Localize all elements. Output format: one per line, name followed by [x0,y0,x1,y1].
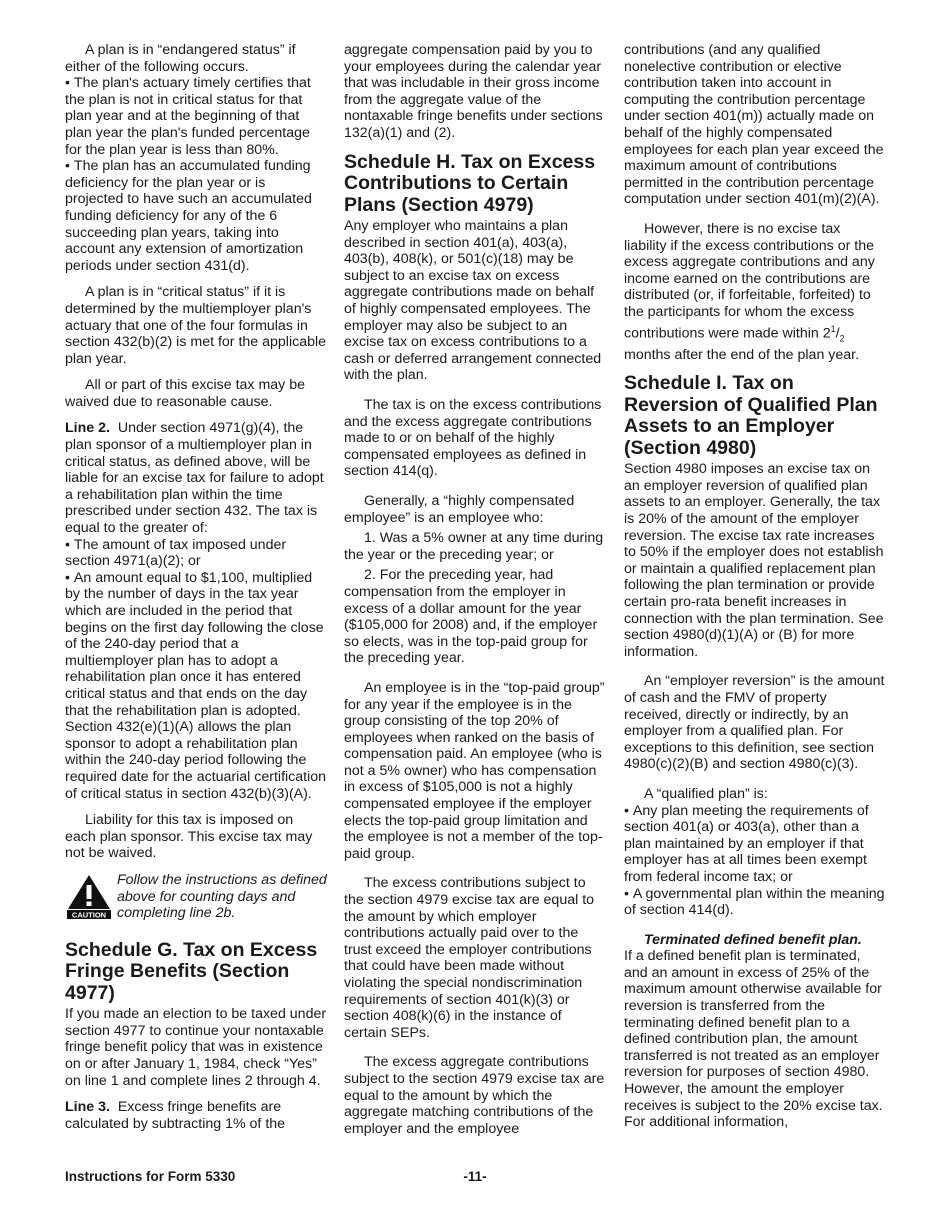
numbered-item: 2. For the preceding year, had compensation from the employer in excess of a dollar amount for the year ($105,000 for 2008) and, if the employer so elects, was in the top-paid group for the preceding year. [344,567,598,667]
column-1 [65,42,327,1142]
paragraph: A “qualified plan” is: [644,785,768,802]
footer-form-title: Instructions for Form 5330 [65,1169,236,1184]
bullet-item: • The amount of tax imposed under section 4971(a)(2); or [65,537,327,570]
line-2-text: Under section 4971(g)(4), the plan sponsor of a multiemployer plan in critical status, as defined above, will be liable for an excise tax for failure to adopt a rehabilitation plan within the time prescribed under section 432. The tax is equal to the greater of: [65,420,324,537]
bullet-item: • The plan has an accumulated funding deficiency for the plan year or is projected to have such an accumulated funding deficiency for any of the 6 succeeding plan years, taking into account any extension of amortization periods under section 431(d). [65,158,327,274]
paragraph: If a defined benefit plan is terminated, and an amount in excess of 25% of the maximum amount otherwise available for reversion is transferred from the terminating defined benefit plan to a defined contribution plan, the amount transferred is not treated as an employer reversion for purposes of section 4980. However, the amount the employer receives is subject to the 20% excise tax. For additional information, [624,948,883,1131]
paragraph: Generally, a “highly compensated employee” is an employee who: [344,492,575,526]
paragraph: All or part of this excise tax may be waived due to reasonable cause. [65,377,305,410]
paragraph: However, there is no excise tax liability if the excess contributions or the excess aggregate contributions and any income earned on the contributions are distributed (or, if forfeitable, forfeited) to the participants for whom the excess contributions were made within $2^1/_2$ months after the end of the plan year. [624,220,875,363]
caution-text: Follow the instructions as defined above for counting days and completing line 2b. [117,871,327,922]
footer-page-number: -11- [463,1169,487,1184]
paragraph-text: months after the end of the plan year. [624,346,860,363]
paragraph-text: However, there is no excise tax liability if the excess contributions or the excess aggregate contributions and any income earned on the contributions are distributed (or, if forfeitable, forfeited) to the participants for whom the excess contributions were made within 2 [624,220,875,342]
line-3-label: Line 3. [65,1099,110,1116]
numbered-item: 1. Was a 5% owner at any time during the year or the preceding year; or [344,530,604,563]
subheading-terminated-plan [624,932,886,949]
caution-note [65,872,327,922]
paragraph: Section 4980 imposes an excise tax on an employer reversion of qualified plan assets to an employer. Generally, the tax is 20% of the amount of the employer reversion. The excise tax rate increases to 50% if the employer does not establish or maintain a qualified replacement plan following the plan termination or provide certain pro-rata benefit increases in connection with the plan termination. See section 4980(d)(1)(A) or (B) for more information. [624,461,884,660]
bullet-item: • The plan's actuary timely certifies that the plan is not in critical status for that plan year and at the beginning of that plan year the plan's funded percentage for the plan year is less than 80%. [65,75,327,158]
line-3-paragraph [65,1099,327,1132]
heading-schedule-i: Schedule I. Tax on Reversion of Qualified Plan Assets to an Employer (Section 4980) [624,372,878,459]
line-2-paragraph [65,420,327,536]
paragraph: An “employer reversion” is the amount of cash and the FMV of property received, directly or indirectly, by an employer from a qualified plan. For exceptions to this definition, see section 4980(c)(2)(B) and section 4980(c)(3). [624,673,885,773]
paragraph: The tax is on the excess contributions and the excess aggregate contributions made to or on behalf of the highly compensated employees as defined in section 414(q). [344,397,602,480]
heading-schedule-g: Schedule G. Tax on Excess Fringe Benefits (Section 4977) [65,938,318,1004]
paragraph: A plan is in “endangered status” if either of the following occurs. [65,42,296,75]
column-2 [344,42,606,1147]
paragraph: Any employer who maintains a plan described in section 401(a), 403(a), 403(b), 408(k), or 501(c)(18) may be subject to an excise tax on excess aggregate contributions made on behalf of highly compensated employees. The employer may also be subject to an excise tax on excess contributions to a cash or deferred arrangement connected with the plan. [344,218,602,384]
paragraph: If you made an election to be taxed under section 4977 to continue your nontaxable fringe benefit policy that was in existence on or after January 1, 1984, check “Yes” on line 1 and complete lines 2 through 4. [65,1006,327,1089]
paragraph: The excess contributions subject to the section 4979 excise tax are equal to the amount by which employer contributions actually paid over to the trust exceed the employer contributions that could have been made without violating the special nondiscrimination requirements of section 401(k)(3) or section 408(k)(6) in the instance of certain SEPs. [344,875,595,1041]
line-3-text: Excess fringe benefits are calculated by subtracting 1% of the [65,1099,286,1132]
paragraph: aggregate compensation paid by you to your employees during the calendar year that was includable in their gross income from the aggregate value of the nontaxable fringe benefits under sections 132(a)(1) and (2). [344,42,603,141]
terminated-plan-label: Terminated defined benefit plan. [644,931,862,948]
paragraph: A plan is in “critical status” if it is determined by the multiemployer plan's actuary that one of the four formulas in section 432(b)(2) is met for the applicable plan year. [65,284,327,367]
paragraph: contributions (and any qualified nonelective contribution or elective contribution taken into account in computing the contribution percentage under section 401(m)) actually made on behalf of the highly compensated employees for each plan year exceed the maximum amount of contributions permitted in the contribution percentage computation under section 401(m)(2)(A). [624,42,884,208]
paragraph: Liability for this tax is imposed on each plan sponsor. This excise tax may not be waived. [65,812,313,862]
paragraph: The excess aggregate contributions subject to the section 4979 excise tax are equal to the amount by which the aggregate matching contributions of the employer and the employee [344,1054,605,1137]
line-2-label: Line 2. [65,420,110,437]
bullet-item: • A governmental plan within the meaning of section 414(d). [624,886,886,919]
caution-label: CAUTION [71,910,107,920]
caution-icon [65,872,113,920]
bullet-item: • Any plan meeting the requirements of section 401(a) or 403(a), other than a plan maintained by an employer if that employer has at all times been exempt from federal income tax; or [624,803,886,886]
heading-schedule-h: Schedule H. Tax on Excess Contributions to Certain Plans (Section 4979) [344,150,596,216]
fraction-numerator: 1 [830,323,836,334]
fraction-denominator: 2 [839,333,845,344]
bullet-item: • An amount equal to $1,100, multiplied by the number of days in the tax year which are included in the period that begins on the first day following the close of the 240-day period that a multiemployer plan has to adopt a rehabilitation plan once it has entered critical status and that ends on the day that the rehabilitation plan is adopted. Section 432(e)(1)(A) allows the plan sponsor to adopt a rehabilitation plan within the 240-day period following the required date for the actuarial certification of critical status in section 432(b)(3)(A). [65,570,327,802]
paragraph: An employee is in the “top-paid group” for any year if the employee is in the group consisting of the top 20% of employees when ranked on the basis of compensation paid. An employee (who is not a 5% owner) who has compensation in excess of $105,000 is not a highly compensated employee if the employer elects the top-paid group limitation and the employee is not a member of the top-paid group. [344,679,605,862]
column-3 [624,42,886,1141]
